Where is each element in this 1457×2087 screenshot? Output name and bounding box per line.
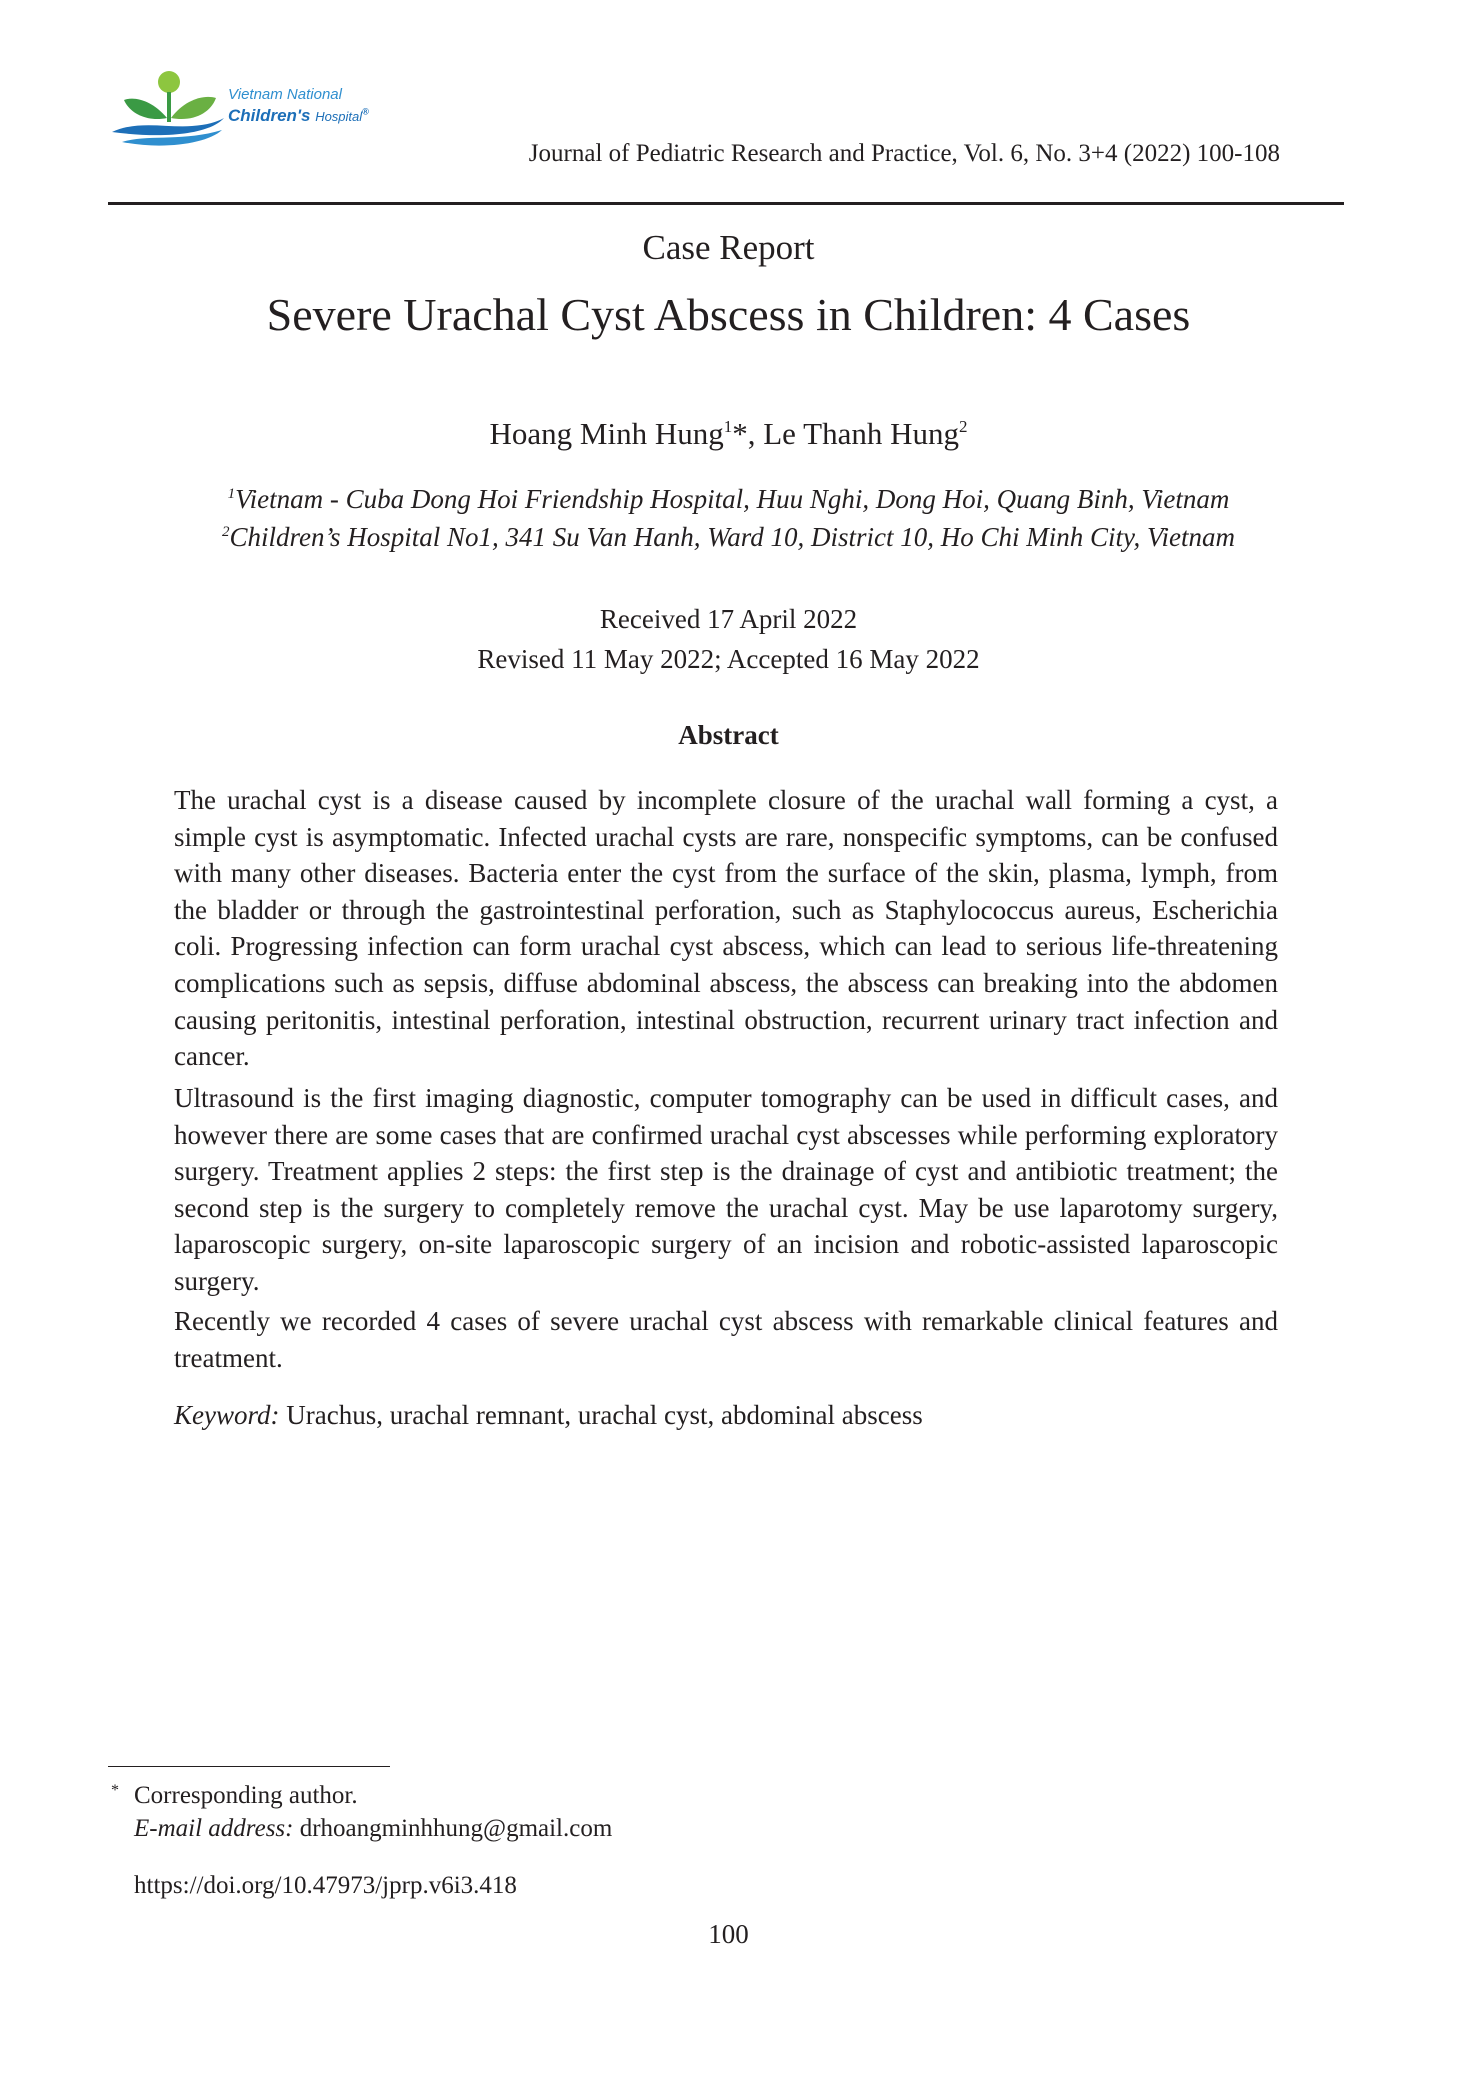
header-divider (108, 202, 1344, 205)
affiliation (0, 484, 1457, 515)
abstract-heading: Abstract (678, 720, 779, 750)
logo-text-small: Hospital (315, 109, 363, 124)
logo-text-line2 (228, 106, 369, 126)
logo-registered-mark: ® (362, 106, 369, 117)
logo-dot (158, 71, 180, 93)
journal-citation: Journal of Pediatric Research and Practice, Vol. 6, No. 3+4 (2022) 100-108 (528, 140, 1280, 167)
keywords-label: Keyword: (174, 1400, 280, 1430)
affiliation-text: Vietnam - Cuba Dong Hoi Friendship Hospital, Huu Nghi, Dong Hoi, Quang Binh, Vietnam (235, 484, 1230, 514)
received-date: Received 17 April 2022 (599, 604, 858, 634)
author-name: Hoang Minh Hung (489, 416, 724, 451)
email-line (134, 1815, 612, 1843)
corresponding-author-note: Corresponding author. (134, 1782, 358, 1809)
author-name: Le Thanh Hung (763, 416, 959, 451)
logo-text-line1: Vietnam National (228, 86, 342, 103)
abstract-paragraph: The urachal cyst is a disease caused by incomplete closure of the urachal wall forming a cyst, a simple cyst is asymptomatic. Infected urachal cysts are rare, nonspecific symptoms, can be confused with many other diseases. Bacteria enter the cyst from the surface of the skin, plasma, lymph, from the bladder or through the gastrointestinal perforation, such as Staphylococcus aureus, Escherichia coli. Progressing infection can form urachal cyst abscess, which can lead to serious life-threatening complications such as sepsis, diffuse abdominal abscess, the abscess can breaking into the abdomen causing peritonitis, intestinal perforation, intestinal obstruction, recurrent urinary tract infection and cancer. (174, 785, 1278, 1072)
email-address[interactable]: drhoangminhhung@gmail.com (299, 1815, 613, 1842)
logo-stem (167, 92, 171, 122)
affiliation-number: 2 (221, 524, 230, 540)
affiliation-marker: 2 (958, 417, 968, 436)
doi-link[interactable]: https://doi.org/10.47973/jprp.v6i3.418 (134, 1872, 517, 1899)
affiliation (0, 522, 1457, 553)
hospital-logo (112, 70, 412, 150)
page-number: 100 (708, 1919, 749, 1949)
affiliation-number: 1 (227, 486, 236, 502)
abstract-paragraph: Recently we recorded 4 cases of severe urachal cyst abscess with remarkable clinical features and treatment. (174, 1306, 1278, 1373)
author-list (0, 416, 1457, 452)
author-separator: , (747, 416, 764, 451)
article-type: Case Report (642, 228, 815, 267)
logo-text-main: Children's (228, 106, 311, 125)
hospital-logo-icon (112, 70, 224, 150)
affiliation-text: Children’s Hospital No1, 341 Su Van Hanh, Ward 10, District 10, Ho Chi Minh City, Vietnam (229, 522, 1236, 552)
corresponding-marker: * (732, 416, 748, 451)
logo-right-leaf (171, 97, 216, 119)
logo-left-leaf (124, 99, 167, 119)
keywords (174, 1400, 1278, 1431)
article-title: Severe Urachal Cyst Abscess in Children: 4 Cases (266, 289, 1191, 340)
keywords-text: Urachus, urachal remnant, urachal cyst, abdominal abscess (286, 1400, 923, 1430)
footnote-divider (108, 1766, 390, 1767)
affiliation-marker: 1 (723, 417, 733, 436)
abstract-paragraph: Ultrasound is the first imaging diagnostic, computer tomography can be used in difficult cases, and however there are some cases that are confirmed urachal cyst abscesses while performing exploratory surgery. Treatment applies 2 steps: the first step is the drainage of cyst and antibiotic treatment; the second step is the surgery to completely remove the urachal cyst. May be use laparotomy surgery, laparoscopic surgery, on-site laparoscopic surgery of an incision and robotic-assisted laparoscopic surgery. (174, 1083, 1278, 1296)
email-label: E-mail address: (134, 1815, 294, 1842)
footnote-marker: * (111, 1782, 119, 1799)
revised-accepted-date: Revised 11 May 2022; Accepted 16 May 2022 (477, 644, 980, 674)
